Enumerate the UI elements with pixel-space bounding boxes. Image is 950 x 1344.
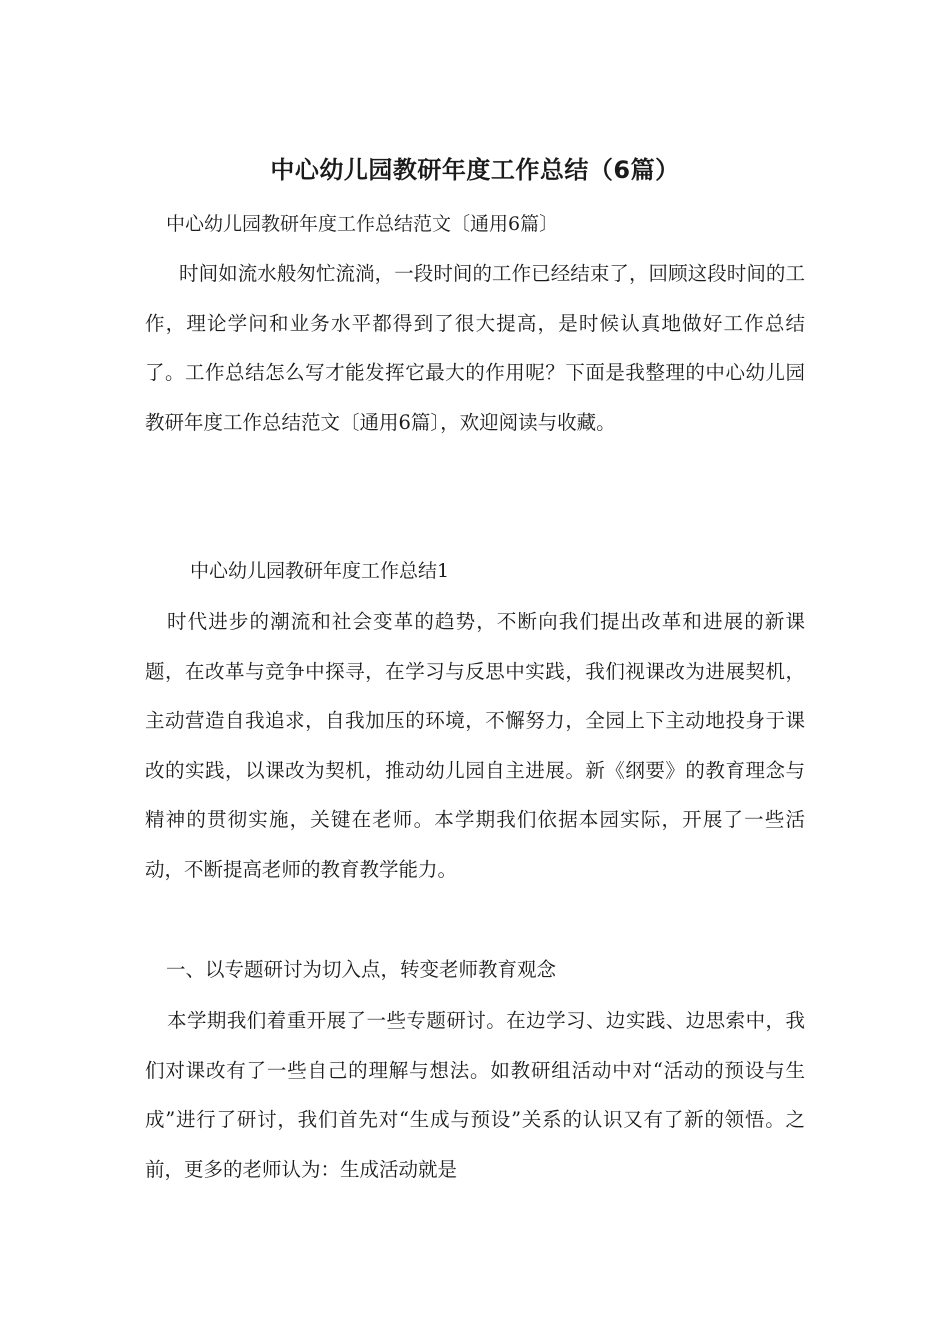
intro-paragraph: 时间如流水般匆忙流淌，一段时间的工作已经结束了，回顾这段时间的工作，理论学问和业务水平都得到了很大提高，是时候认真地做好工作总结了。工作总结怎么写才能发挥它最大的作用呢？下面是我整理的中心幼儿园教研年度工作总结范文〔通用6篇〕，欢迎阅读与收藏。 [145,262,805,434]
subsection-heading-1: 一、以专题研讨为切入点，转变老师教育观念 [166,958,557,981]
document-subtitle: 中心幼儿园教研年度工作总结范文〔通用6篇〕 [166,213,559,235]
body-paragraph-1: 时代进步的潮流和社会变革的趋势，不断向我们提出改革和进展的新课题，在改革与竞争中探寻，在学习与反思中实践，我们视课改为进展契机，主动营造自我追求，自我加压的环境，不懈努力，全园上下主动地投身于课改的实践，以课改为契机，推动幼儿园自主进展。新《纲要》的教育理念与精神的贯彻实施，关键在老师。本学期我们依据本园实际，开展了一些活动，不断提高老师的教育教学能力。 [145,610,805,881]
document-title: 中心幼儿园教研年度工作总结（6篇） [270,156,680,184]
section-heading-1: 中心幼儿园教研年度工作总结1 [190,560,450,582]
body-paragraph-2: 本学期我们着重开展了一些专题研讨。在边学习、边实践、边思索中，我们对课改有了一些自己的理解与想法。如教研组活动中对“活动的预设与生成”进行了研讨，我们首先对“生成与预设”关系的认识又有了新的领悟。之前，更多的老师认为：生成活动就是 [145,1009,805,1181]
